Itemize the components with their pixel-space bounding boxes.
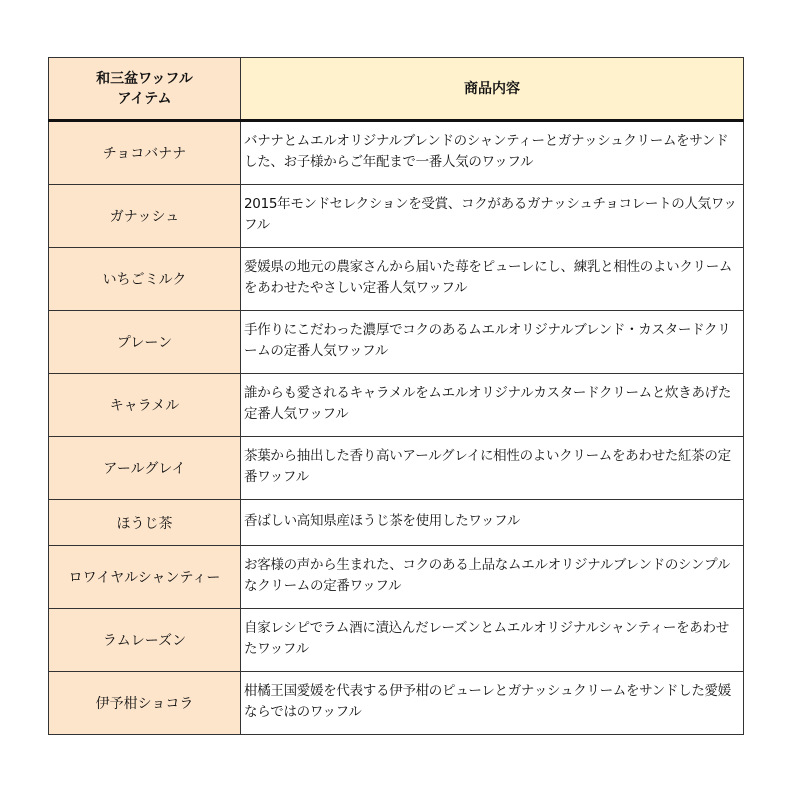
item-name: ロワイヤルシャンティー	[49, 546, 241, 609]
item-description: お客様の声から生まれた、コクのある上品なムエルオリジナルブレンドのシンプルなクリームの定番ワッフル	[241, 546, 744, 609]
header-content: 商品内容	[241, 58, 744, 121]
item-name: キャラメル	[49, 374, 241, 437]
item-description: 香ばしい高知県産ほうじ茶を使用したワッフル	[241, 500, 744, 546]
table-row	[49, 672, 744, 735]
item-description: 柑橘王国愛媛を代表する伊予柑のピューレとガナッシュクリームをサンドした愛媛ならではのワッフル	[241, 672, 744, 735]
item-name: チョコバナナ	[49, 121, 241, 185]
item-name: ガナッシュ	[49, 185, 241, 248]
table-row	[49, 437, 744, 500]
item-name: 伊予柑ショコラ	[49, 672, 241, 735]
table-row	[49, 248, 744, 311]
header-item	[49, 58, 241, 121]
item-description: 2015年モンドセレクションを受賞、コクがあるガナッシュチョコレートの人気ワッフル	[241, 185, 744, 248]
table-row	[49, 121, 744, 185]
table-row	[49, 609, 744, 672]
item-name: いちごミルク	[49, 248, 241, 311]
header-item-line1: 和三盆ワッフル	[96, 70, 193, 87]
table-row	[49, 185, 744, 248]
table-row	[49, 311, 744, 374]
waffle-items-table	[48, 57, 744, 735]
item-description: 誰からも愛されるキャラメルをムエルオリジナルカスタードクリームと炊きあげた定番人気ワッフル	[241, 374, 744, 437]
item-description: 自家レシピでラム酒に漬込んだレーズンとムエルオリジナルシャンティーをあわせたワッフル	[241, 609, 744, 672]
item-name: ラムレーズン	[49, 609, 241, 672]
item-description: バナナとムエルオリジナルブレンドのシャンティーとガナッシュクリームをサンドした、お子様からご年配まで一番人気のワッフル	[241, 121, 744, 185]
header-row	[49, 58, 744, 121]
item-description: 茶葉から抽出した香り高いアールグレイに相性のよいクリームをあわせた紅茶の定番ワッフル	[241, 437, 744, 500]
item-name: プレーン	[49, 311, 241, 374]
header-item-line2: アイテム	[117, 90, 172, 107]
item-description: 手作りにこだわった濃厚でコクのあるムエルオリジナルブレンド・カスタードクリームの定番人気ワッフル	[241, 311, 744, 374]
item-name: ほうじ茶	[49, 500, 241, 546]
table-row	[49, 374, 744, 437]
item-name: アールグレイ	[49, 437, 241, 500]
table-row	[49, 546, 744, 609]
table-row	[49, 500, 744, 546]
item-description: 愛媛県の地元の農家さんから届いた苺をピューレにし、練乳と相性のよいクリームをあわせたやさしい定番人気ワッフル	[241, 248, 744, 311]
